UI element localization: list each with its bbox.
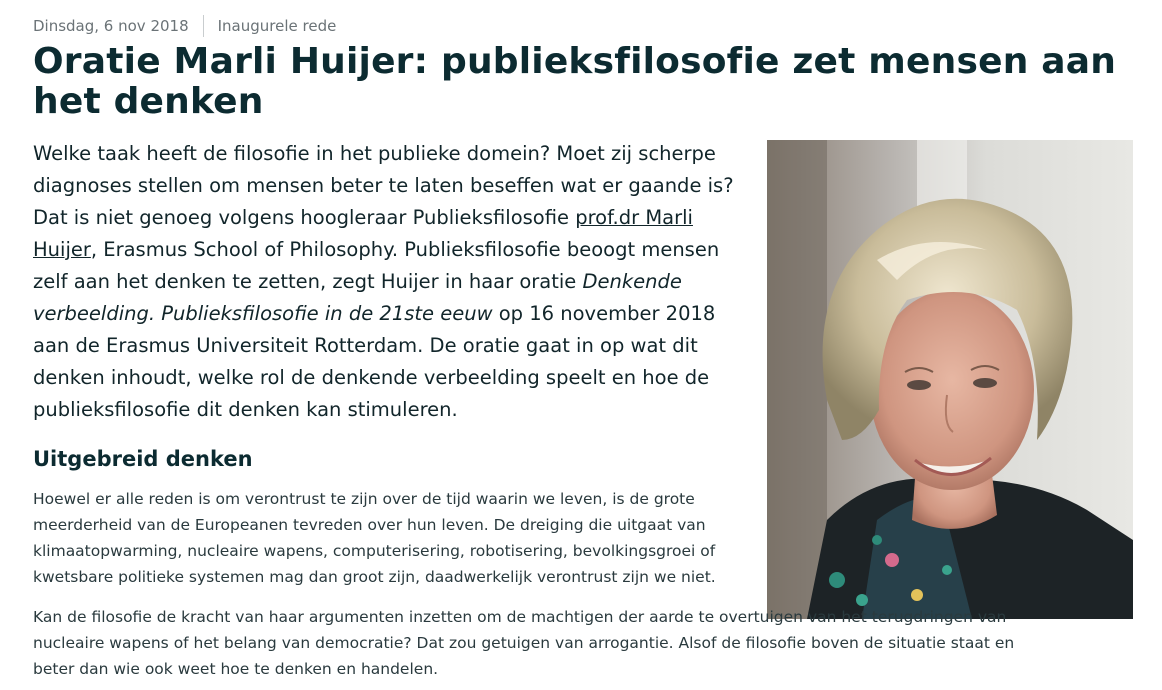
lead-text-1: Welke taak heeft de filosofie in het publieke domein? Moet zij scherpe diagnoses stellen om mensen beter te laten beseffen wat er gaande is? Dat is niet genoeg volgens hoogleraar Publieksfilosofie bbox=[33, 142, 734, 229]
article-title: Oratie Marli Huijer: publieksfilosofie zet mensen aan het denken bbox=[33, 41, 1117, 122]
author-profile-link[interactable]: prof.dr Marli Huijer bbox=[33, 206, 693, 261]
article-meta bbox=[33, 14, 336, 38]
oration-title: Denkende verbeelding. Publieksfilosofie in de 21ste eeuw bbox=[33, 270, 682, 325]
body-paragraph: Kan de filosofie de kracht van haar argumenten inzetten om de machtigen der aarde te overtuigen van het terugdringen van nucleaire wapens of het belang van democratie? Dat zou getuigen van arrogantie. Alsof de filosofie boven de situatie staat en beter dan wie ook weet hoe te denken en handelen. bbox=[33, 608, 1015, 678]
article-category: Inaugurele rede bbox=[217, 17, 337, 35]
lead-text-3: op 16 november 2018 aan de Erasmus Universiteit Rotterdam. De oratie gaat in op wat dit denken inhoudt, welke rol de denkende verbeelding speelt en hoe de publieksfilosofie dit denken kan stimuleren. bbox=[33, 302, 716, 421]
body-paragraph: Hoewel er alle reden is om verontrust te zijn over de tijd waarin we leven, is de grote meerderheid van de Europeanen tevreden over hun leven. De dreiging die uitgaat van klimaatopwarming, nucleaire wapens, computerisering, robotisering, bevolkingsgroei of kwetsbare politieke systemen mag dan groot zijn, daadwerkelijk verontrust zijn we niet. bbox=[33, 490, 716, 586]
article-date: Dinsdag, 6 nov 2018 bbox=[33, 17, 189, 35]
portrait-photo bbox=[767, 140, 1133, 619]
lead-text-2: , Erasmus School of Philosophy. Publieksfilosofie beoogt mensen zelf aan het denken te zetten, zegt Huijer in haar oratie bbox=[33, 238, 720, 293]
meta-divider bbox=[203, 15, 204, 37]
section-heading: Uitgebreid denken bbox=[33, 447, 253, 471]
article-lead bbox=[33, 138, 753, 426]
